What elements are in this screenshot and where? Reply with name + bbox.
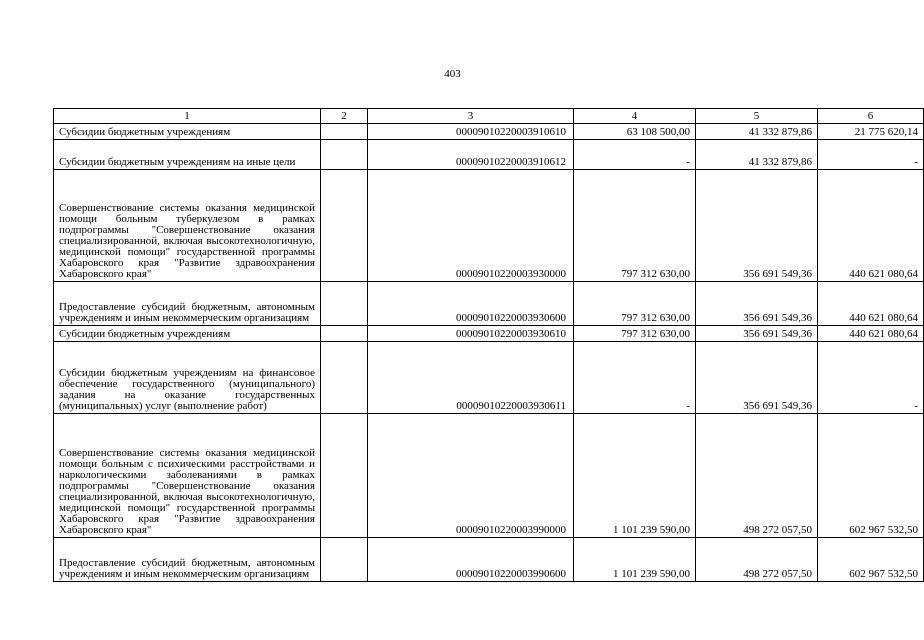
row-value-5: 498 272 057,50 xyxy=(696,414,818,538)
table-row xyxy=(54,124,924,140)
column-header: 3 xyxy=(368,109,574,124)
row-value-4: 1 101 239 590,00 xyxy=(574,414,696,538)
row-value-6: 440 621 080,64 xyxy=(818,282,924,326)
column-header: 4 xyxy=(574,109,696,124)
table-row xyxy=(54,140,924,170)
row-value-4: 797 312 630,00 xyxy=(574,170,696,282)
row-col2 xyxy=(321,414,368,538)
row-name: Предоставление субсидий бюджетным, автономным учреждениям и иным некоммерческим организациям xyxy=(54,282,321,326)
column-header: 6 xyxy=(818,109,924,124)
row-value-5: 356 691 549,36 xyxy=(696,342,818,414)
table-row xyxy=(54,326,924,342)
row-col2 xyxy=(321,282,368,326)
row-code: 00009010220003930000 xyxy=(368,170,574,282)
row-value-6: 602 967 532,50 xyxy=(818,538,924,582)
table-header-row xyxy=(54,109,924,124)
row-name: Субсидии бюджетным учреждениям xyxy=(54,124,321,140)
row-name: Совершенствование системы оказания медицинской помощи больным с психическими расстройствами и наркологическими заболеваниями в рамках подпрограммы "Совершенствование оказания специализированной, включая высокотехнологичную, медицинской помощи" государственной программы Хабаровского края "Развитие здравоохранения Хабаровского края" xyxy=(54,414,321,538)
row-value-5: 356 691 549,36 xyxy=(696,326,818,342)
page-number: 403 xyxy=(444,68,461,80)
row-name: Предоставление субсидий бюджетным, автономным учреждениям и иным некоммерческим организациям xyxy=(54,538,321,582)
row-code: 00009010220003930611 xyxy=(368,342,574,414)
row-value-6: - xyxy=(818,140,924,170)
budget-table xyxy=(53,108,924,582)
row-value-6: - xyxy=(818,342,924,414)
row-value-6: 440 621 080,64 xyxy=(818,170,924,282)
row-name: Совершенствование системы оказания медицинской помощи больным туберкулезом в рамках подпрограммы "Совершенствование оказания специализированной, включая высокотехнологичную, медицинской помощи" государственной программы Хабаровского края "Развитие здравоохранения Хабаровского края" xyxy=(54,170,321,282)
row-value-4: 63 108 500,00 xyxy=(574,124,696,140)
row-value-5: 498 272 057,50 xyxy=(696,538,818,582)
row-value-5: 356 691 549,36 xyxy=(696,170,818,282)
row-value-4: 797 312 630,00 xyxy=(574,326,696,342)
table-row xyxy=(54,170,924,282)
row-value-5: 41 332 879,86 xyxy=(696,124,818,140)
row-value-6: 602 967 532,50 xyxy=(818,414,924,538)
row-value-5: 41 332 879,86 xyxy=(696,140,818,170)
row-value-4: 1 101 239 590,00 xyxy=(574,538,696,582)
row-value-6: 21 775 620,14 xyxy=(818,124,924,140)
table-row xyxy=(54,414,924,538)
column-header: 5 xyxy=(696,109,818,124)
row-col2 xyxy=(321,342,368,414)
row-code: 00009010220003910610 xyxy=(368,124,574,140)
table-row xyxy=(54,342,924,414)
column-header: 2 xyxy=(321,109,368,124)
row-col2 xyxy=(321,170,368,282)
row-value-6: 440 621 080,64 xyxy=(818,326,924,342)
row-name: Субсидии бюджетным учреждениям на финансовое обеспечение государственного (муниципального) задания на оказание государственных (муниципальных) услуг (выполнение работ) xyxy=(54,342,321,414)
row-value-5: 356 691 549,36 xyxy=(696,282,818,326)
column-header: 1 xyxy=(54,109,321,124)
row-value-4: 797 312 630,00 xyxy=(574,282,696,326)
row-code: 00009010220003990000 xyxy=(368,414,574,538)
row-code: 00009010220003930600 xyxy=(368,282,574,326)
row-col2 xyxy=(321,140,368,170)
row-code: 00009010220003930610 xyxy=(368,326,574,342)
row-name: Субсидии бюджетным учреждениям xyxy=(54,326,321,342)
row-value-4: - xyxy=(574,140,696,170)
row-code: 00009010220003910612 xyxy=(368,140,574,170)
row-name: Субсидии бюджетным учреждениям на иные цели xyxy=(54,140,321,170)
row-col2 xyxy=(321,326,368,342)
table-row xyxy=(54,282,924,326)
row-col2 xyxy=(321,124,368,140)
row-code: 00009010220003990600 xyxy=(368,538,574,582)
table-row xyxy=(54,538,924,582)
row-value-4: - xyxy=(574,342,696,414)
row-col2 xyxy=(321,538,368,582)
